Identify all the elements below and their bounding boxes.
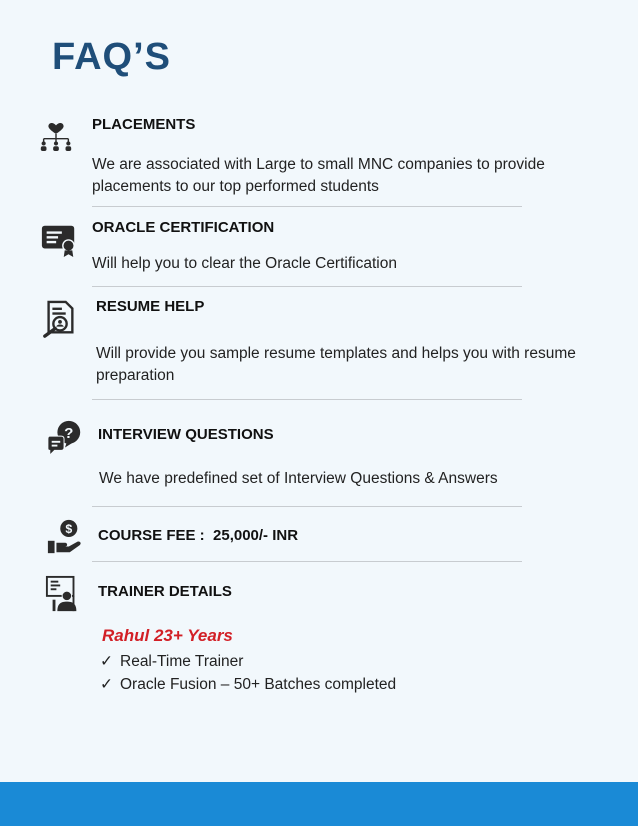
footer-bar [0,782,638,826]
certificate-icon [40,220,78,258]
trainer-icon [45,575,83,613]
question-chat-icon [46,419,84,457]
checkmark-icon: ✓ [100,676,113,693]
section-text-placements: We are associated with Large to small MNC companies to provide placements to our top performed students [92,156,545,195]
section-heading-course-fee: COURSE FEE : 25,000/- INR [98,527,299,544]
section-heading-oracle-certification: ORACLE CERTIFICATION [92,219,275,236]
divider [92,286,522,287]
resume-search-icon [41,300,79,338]
trainer-name: Rahul 23+ Years [102,626,233,645]
section-text-oracle-certification: Will help you to clear the Oracle Certification [92,255,397,272]
divider [92,561,522,562]
svg-text:$: $ [65,522,73,537]
section-heading-placements: PLACEMENTS [92,116,196,133]
divider [92,206,522,207]
section-heading-interview-questions: INTERVIEW QUESTIONS [98,426,274,443]
checkmark-icon: ✓ [100,653,113,670]
money-hand-icon [46,518,84,556]
placement-network-icon [37,114,75,152]
section-text-interview-questions: We have predefined set of Interview Questions & Answers [99,470,498,487]
trainer-point [100,652,243,671]
section-heading-resume-help: RESUME HELP [96,298,205,315]
trainer-point-text: Real-Time Trainer [120,653,244,670]
divider [92,399,522,400]
section-heading-trainer-details: TRAINER DETAILS [98,583,232,600]
section-text-resume-help: Will provide you sample resume templates and helps you with resume preparation [96,345,576,384]
trainer-point [100,675,396,694]
svg-text:?: ? [64,425,74,442]
divider [92,506,522,507]
trainer-point-text: Oracle Fusion – 50+ Batches completed [120,676,397,693]
page-title: FAQ’S [52,36,172,78]
